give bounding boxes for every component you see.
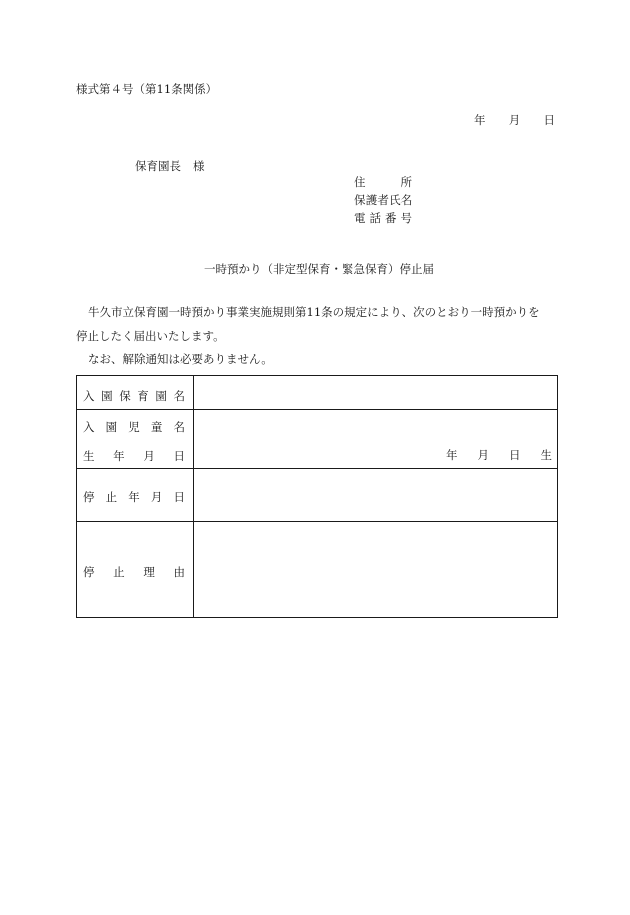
addressee-honorific: 様 [193,159,205,173]
row-stop-date [77,469,558,522]
birth-date-value: 年 月 日 生 [446,448,552,462]
label-child-name: 入 園 児 童 名 [83,420,185,434]
label-child [77,410,194,469]
body-line-1: 牛久市立保育園一時預かり事業実施規則第11条の規定により、次のとおり一時預かりを [88,305,540,319]
label-stop-date: 停 止 年 月 日 [77,469,194,522]
phone-label: 電 話 番 号 [354,211,412,225]
field-stop-date[interactable] [194,469,558,522]
row-child [77,410,558,469]
document-title: 一時預かり（非定型保育・緊急保育）停止届 [204,262,434,276]
field-stop-reason[interactable] [194,522,558,618]
body-line-2: 停止したく届出いたします。 [76,329,225,343]
label-birth-date: 生 年 月 日 [83,449,185,463]
addressee [135,161,205,173]
guardian-name-label: 保護者氏名 [354,193,413,207]
row-stop-reason [77,522,558,618]
form-table [76,375,558,618]
day-char: 日 [543,113,555,127]
address-label: 住 所 [354,175,412,189]
field-nursery-name[interactable] [194,376,558,410]
label-stop-reason: 停 止 理 由 [77,522,194,618]
month-char: 月 [508,113,521,127]
form-number: 様式第４号（第11条関係） [76,82,218,96]
year-char: 年 [474,113,486,127]
row-nursery-name [77,376,558,410]
label-nursery-name: 入 園 保 育 園 名 [77,376,194,410]
submission-date [474,115,555,127]
addressee-name: 保育園長 [135,159,181,173]
body-line-3: なお、解除通知は必要ありません。 [88,352,273,366]
field-child[interactable] [194,410,558,469]
